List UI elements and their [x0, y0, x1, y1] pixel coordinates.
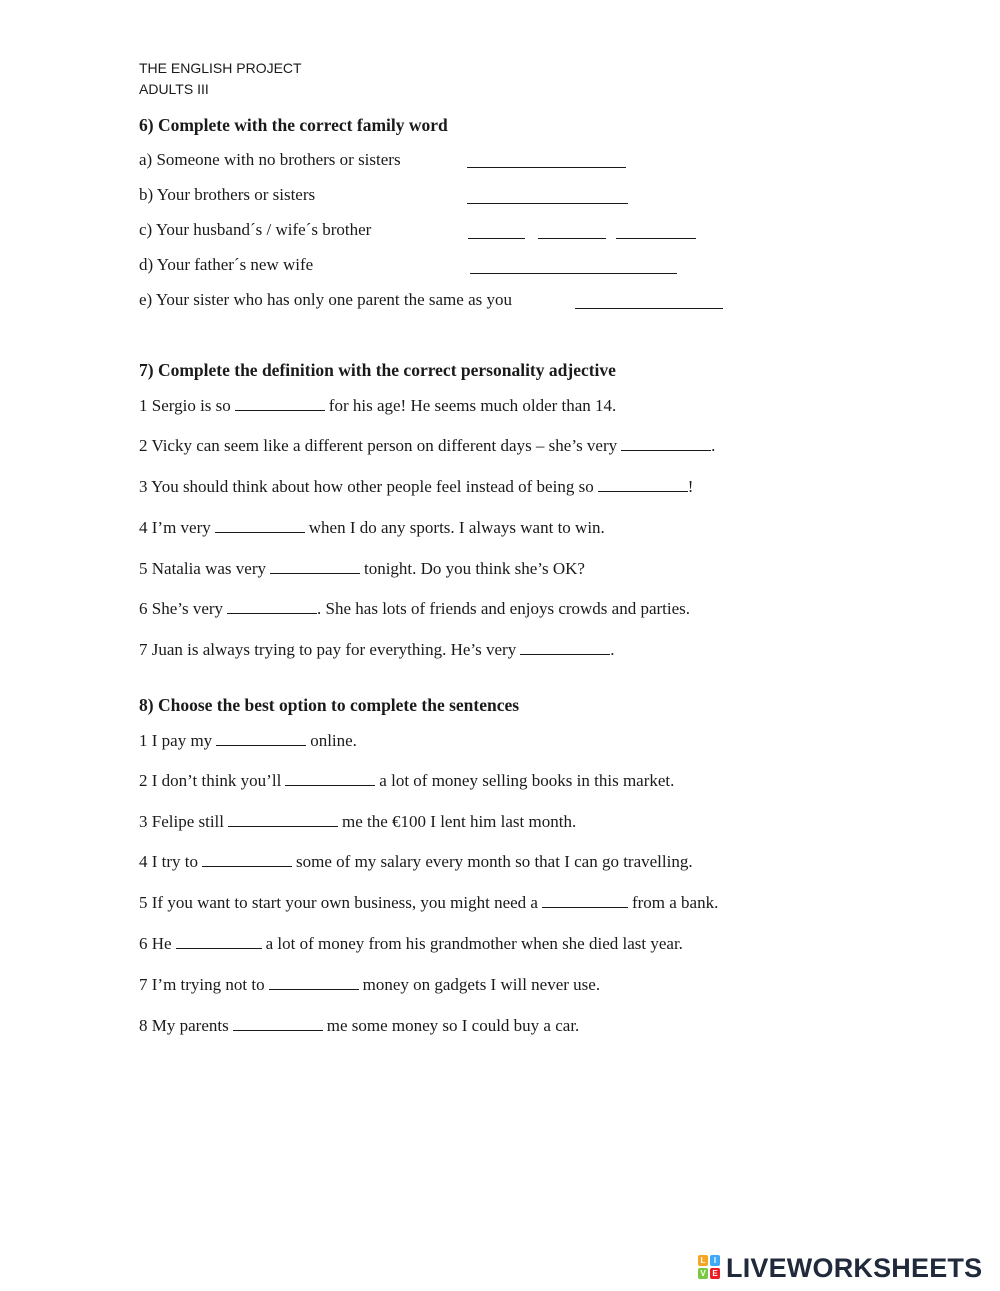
section7-item	[139, 477, 693, 497]
sentence-end: when I do any sports. I always want to win.	[308, 518, 605, 537]
sentence-start: 4 I try to	[139, 852, 199, 871]
sentence-end: .	[711, 436, 716, 455]
answer-blank[interactable]	[215, 518, 305, 533]
sentence-start: 6 He	[139, 934, 172, 953]
answer-blank[interactable]	[470, 273, 677, 274]
section6-item-e: e) Your sister who has only one parent the same as you	[139, 290, 512, 309]
answer-blank[interactable]	[228, 812, 338, 827]
section7-item	[139, 396, 616, 416]
section8-title: 8) Choose the best option to complete the sentences	[139, 695, 520, 715]
section7-item	[139, 599, 690, 619]
answer-blank[interactable]	[202, 852, 292, 867]
section8-item	[139, 975, 600, 995]
section6-item-d: d) Your father´s new wife	[139, 255, 314, 274]
section7-item	[139, 518, 605, 538]
section7-item	[139, 559, 585, 579]
answer-blank[interactable]	[176, 934, 262, 949]
answer-blank[interactable]	[520, 640, 610, 655]
sentence-end: !	[687, 477, 694, 496]
answer-blank[interactable]	[269, 975, 359, 990]
answer-blank[interactable]	[467, 203, 628, 204]
sentence-end: from a bank.	[631, 893, 719, 912]
answer-blank[interactable]	[216, 731, 306, 746]
sentence-start: 8 My parents	[139, 1016, 229, 1035]
section8-item	[139, 1016, 579, 1036]
answer-blank[interactable]	[538, 238, 606, 239]
section7-title: 7) Complete the definition with the correct personality adjective	[139, 360, 616, 380]
answer-blank[interactable]	[575, 308, 723, 309]
sentence-end: for his age! He seems much older than 14.	[328, 396, 617, 415]
section8-item	[139, 771, 674, 791]
sentence-start: 2 Vicky can seem like a different person on different days – she’s very	[139, 436, 618, 455]
sentence-end: a lot of money selling books in this market.	[379, 771, 675, 790]
sentence-start: 7 I’m trying not to	[139, 975, 265, 994]
sentence-end: a lot of money from his grandmother when she died last year.	[265, 934, 683, 953]
liveworksheets-mark-icon	[698, 1255, 722, 1281]
sentence-end: tonight. Do you think she’s OK?	[363, 559, 585, 578]
section7-item	[139, 436, 715, 456]
answer-blank[interactable]	[542, 893, 628, 908]
section8-item	[139, 893, 718, 913]
section6-item-a: a) Someone with no brothers or sisters	[139, 150, 401, 169]
sentence-start: 5 Natalia was very	[139, 559, 266, 578]
section6-item-b: b) Your brothers or sisters	[139, 185, 316, 204]
sentence-start: 1 Sergio is so	[139, 396, 231, 415]
sentence-end: . She has lots of friends and enjoys crowds and parties.	[317, 599, 691, 618]
sentence-start: 1 I pay my	[139, 731, 213, 750]
sentence-start: 7 Juan is always trying to pay for everything. He’s very	[139, 640, 517, 659]
section7-item	[139, 640, 614, 660]
sentence-start: 3 You should think about how other people feel instead of being so	[139, 477, 594, 496]
section8-item	[139, 852, 693, 872]
sentence-end: some of my salary every month so that I can go travelling.	[296, 852, 693, 871]
answer-blank[interactable]	[270, 559, 360, 574]
logo-mark-block: L	[698, 1255, 708, 1266]
answer-blank[interactable]	[598, 477, 688, 492]
header-level: ADULTS III	[139, 81, 209, 97]
answer-blank[interactable]	[616, 238, 696, 239]
section6-title: 6) Complete with the correct family word	[139, 115, 448, 135]
section8-item	[139, 731, 357, 751]
sentence-start: 4 I’m very	[139, 518, 211, 537]
answer-blank[interactable]	[468, 238, 525, 239]
sentence-start: 5 If you want to start your own business, you might need a	[139, 893, 538, 912]
liveworksheets-logo	[698, 1252, 982, 1284]
sentence-end: me the €100 I lent him last month.	[342, 812, 577, 831]
sentence-start: 3 Felipe still	[139, 812, 224, 831]
logo-mark-block: E	[710, 1268, 720, 1279]
sentence-end: me some money so I could buy a car.	[326, 1016, 580, 1035]
sentence-end: money on gadgets I will never use.	[362, 975, 601, 994]
sentence-end: online.	[310, 731, 357, 750]
sentence-start: 6 She’s very	[139, 599, 224, 618]
section8-item	[139, 934, 683, 954]
section6-item-c: c) Your husband´s / wife´s brother	[139, 220, 372, 239]
header-course-name: THE ENGLISH PROJECT	[139, 60, 302, 76]
section8-item	[139, 812, 576, 832]
sentence-end: .	[610, 640, 615, 659]
answer-blank[interactable]	[467, 167, 626, 168]
answer-blank[interactable]	[235, 396, 325, 411]
answer-blank[interactable]	[285, 771, 375, 786]
logo-mark-block: I	[710, 1255, 720, 1266]
logo-mark-block: V	[698, 1268, 708, 1279]
answer-blank[interactable]	[233, 1016, 323, 1031]
answer-blank[interactable]	[621, 436, 711, 451]
sentence-start: 2 I don’t think you’ll	[139, 771, 282, 790]
liveworksheets-logo-text: LIVEWORKSHEETS	[726, 1252, 983, 1283]
answer-blank[interactable]	[227, 599, 317, 614]
